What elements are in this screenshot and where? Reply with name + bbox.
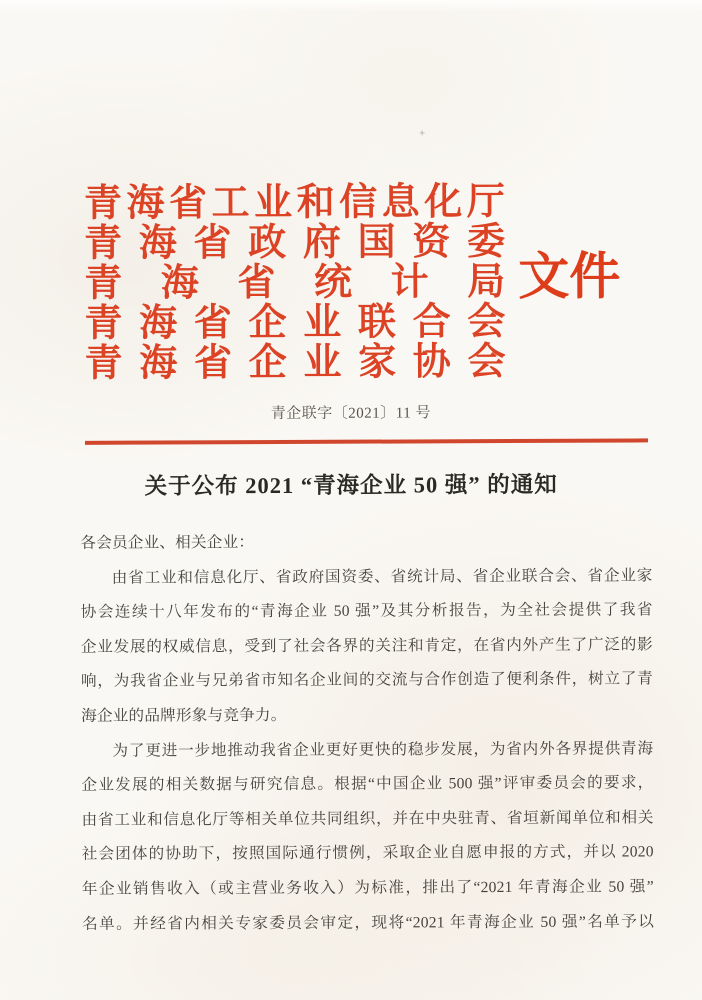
org-line-industry-it-dept: 青 海 省 工 业 和 信 息 化 厅 [83, 181, 505, 225]
body-line: 由省工业和信息化厅、省政府国资委、省统计局、省企业联合会、省企业家 [111, 566, 653, 587]
body-line: 响，为我省企业与兄弟省市知名企业间的交流与合作创造了便利条件，树立了青 [80, 670, 654, 691]
body-line: 由省工业和信息化厅等相关单位共同组织，并在中央驻青、省垣新闻单位和相关 [81, 809, 654, 829]
body-line: 为了更进一步地推动我省企业更好更快的稳步发展，为省内外各界提供青海 [112, 739, 654, 760]
body-line: 企业发展的相关数据与研究信息。根据“中国企业 500 强”评审委员会的要求， [81, 774, 654, 795]
document-title: 关于公布 2021 “青海企业 50 强” 的通知 [144, 471, 558, 499]
body-line: 协会连续十八年发布的“青海企业 50 强”及其分析报告，为全社会提供了我省 [80, 601, 653, 622]
org-line-entrepreneurs-association: 青 海 省 企 业 家 协 会 [84, 341, 506, 385]
body-line: 企业发展的权威信息，受到了社会各界的关注和肯定，在省内外产生了广泛的影 [80, 636, 653, 656]
red-divider-line [85, 438, 648, 444]
body-line: 社会团体的协助下，按照国际通行惯例，采取企业自愿申报的方式，并以 2020 [81, 843, 654, 864]
scan-artifact [420, 130, 425, 135]
body-line: 年企业销售收入（或主营业务收入）为标准，排出了“2021 年青海企业 50 强” [81, 878, 654, 898]
letterhead-org-block [84, 182, 506, 384]
document-body [80, 524, 654, 942]
org-line-statistics-bureau: 青 海 省 统 计 局 [84, 261, 506, 305]
body-line: 海企业的品牌形象与竞争力。 [81, 706, 287, 725]
org-line-enterprise-confederation: 青 海 省 企 业 联 合 会 [84, 301, 506, 345]
document-mark-wenjian: 文 件 [518, 249, 621, 306]
body-line: 名单。并经省内相关专家委员会审定，现将“2021 年青海企业 50 强”名单予以 [82, 912, 655, 933]
document-reference-number: 青企联字〔2021〕11 号 [270, 405, 431, 423]
org-line-sasac: 青 海 省 政 府 国 资 委 [84, 221, 506, 265]
salutation-line: 各会员企业、相关企业： [80, 534, 255, 552]
